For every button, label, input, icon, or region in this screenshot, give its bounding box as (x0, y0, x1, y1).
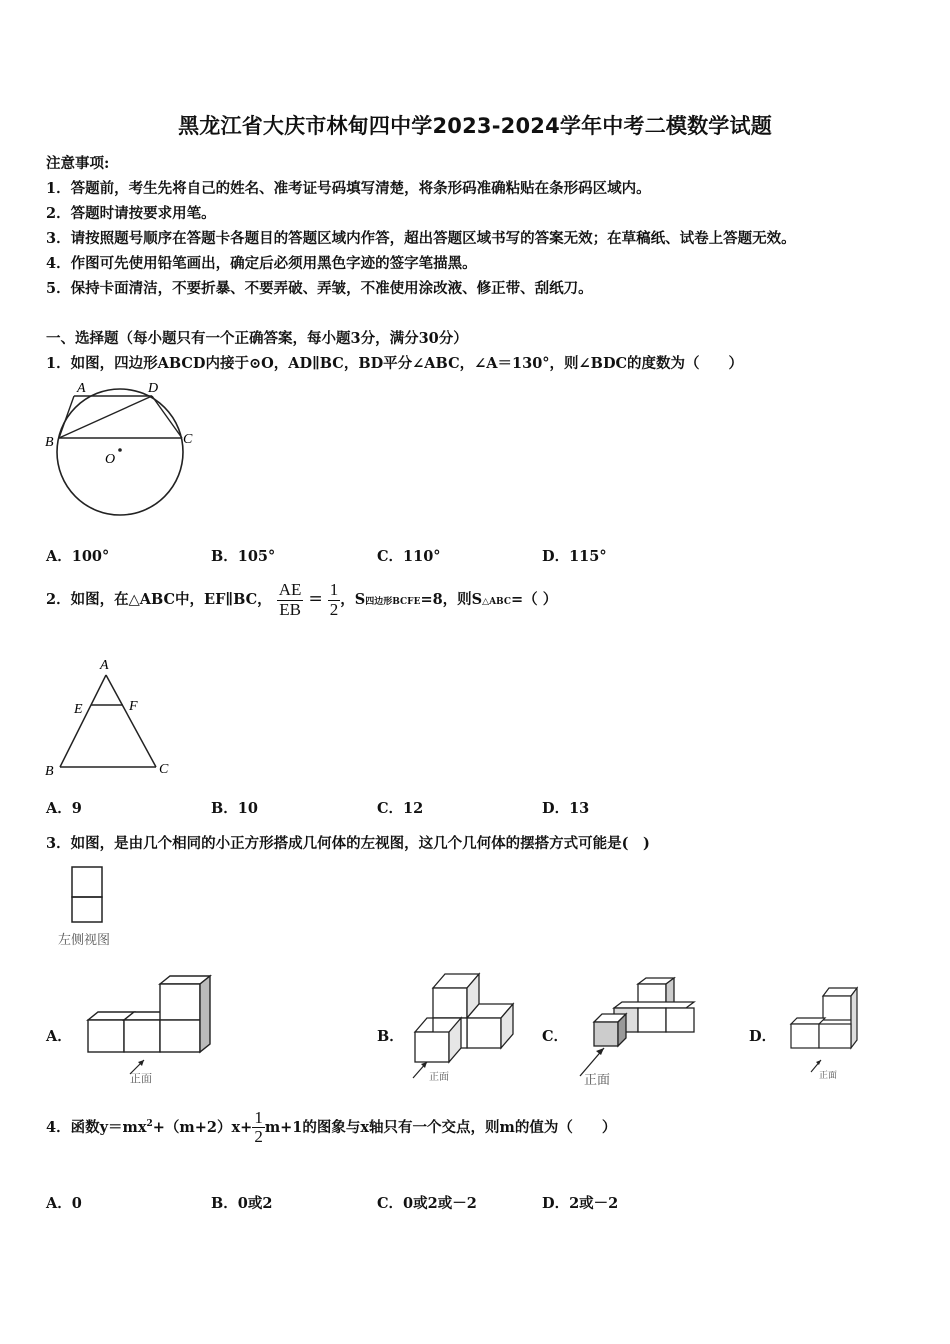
q3-option-d[interactable]: D． (749, 1028, 777, 1045)
q3-left-view-figure (54, 862, 134, 952)
note-item: 3．请按照题号顺序在答题卡各题目的答题区域内作答，超出答题区域书写的答案无效；在草稿纸、试卷上答题无效。 (46, 230, 796, 247)
q2-triangle-figure (40, 655, 190, 780)
q2-subscript-triangle: △ABC (482, 597, 511, 607)
equals-sign: = (308, 589, 323, 609)
q3-option-c[interactable]: C． (542, 1028, 569, 1045)
q2-prefix: 2．如图，在△ABC中，EF∥BC， (46, 591, 272, 608)
q1-circle-figure (40, 378, 210, 520)
page-title: 黑龙江省大庆市林甸四中学2023-2024学年中考二模数学试题 (178, 114, 772, 138)
q3-figure-d (785, 980, 870, 1085)
label-A: A (77, 381, 86, 396)
q3-figure-a (78, 972, 228, 1087)
q2-mid2: =8，则S (420, 591, 483, 608)
q2-suffix: =（ ） (511, 591, 558, 608)
q2-option-c[interactable]: C．12 (377, 800, 424, 817)
q4-fraction-half (252, 1109, 265, 1147)
q4-option-b[interactable]: B．0或2 (211, 1195, 273, 1212)
note-item: 5．保持卡面清洁，不要折暴、不要弄破、弄皱，不准使用涂改液、修正带、刮纸刀。 (46, 280, 593, 297)
q4-prefix: 4．函数y＝mx (46, 1118, 147, 1136)
question-2-text (46, 578, 557, 623)
q4-superscript: 2 (146, 1119, 153, 1129)
label-E: E (74, 702, 83, 717)
label-O: O (105, 452, 116, 467)
label-A: A (100, 658, 109, 673)
label-F: F (129, 699, 138, 714)
q4-suffix: m+1的图象与x轴只有一个交点，则m的值为（ ） (264, 1118, 617, 1136)
label-C: C (183, 432, 193, 447)
q4-option-a[interactable]: A．0 (46, 1195, 82, 1212)
q4-mid: +（m+2）x+ (152, 1118, 253, 1136)
frac-numerator: 1 (329, 579, 339, 599)
notes-heading: 注意事项: (46, 155, 110, 172)
question-1-text: 1．如图，四边形ABCD内接于⊙O，AD∥BC，BD平分∠ABC，∠A＝130°，则∠BDC的度数为（ ） (46, 355, 744, 372)
q1-option-a[interactable]: A．100° (46, 548, 110, 565)
q2-fraction-ae-eb (277, 581, 304, 619)
q3-option-a[interactable]: A． (46, 1028, 72, 1045)
front-caption: 正面 (584, 1073, 611, 1088)
q2-fraction-half (328, 581, 341, 619)
q2-option-a[interactable]: A．9 (46, 800, 82, 817)
q3-figure-c (572, 968, 712, 1090)
q2-mid: ，S (340, 591, 366, 608)
q1-option-c[interactable]: C．110° (377, 548, 441, 565)
label-C: C (159, 762, 169, 777)
front-caption: 正面 (819, 1071, 838, 1081)
q1-option-d[interactable]: D．115° (542, 548, 607, 565)
q4-option-d[interactable]: D．2或－2 (542, 1195, 619, 1212)
q2-option-d[interactable]: D．13 (542, 800, 590, 817)
frac-denominator: 2 (254, 1127, 263, 1147)
left-view-caption: 左侧视图 (58, 933, 111, 948)
q3-option-b[interactable]: B． (377, 1028, 404, 1045)
frac-denominator: 2 (329, 599, 339, 619)
label-B: B (45, 764, 54, 779)
section-heading: 一、选择题（每小题只有一个正确答案，每小题3分，满分30分） (46, 330, 468, 347)
note-item: 2．答题时请按要求用笔。 (46, 205, 216, 222)
frac-numerator: 1 (254, 1107, 263, 1127)
front-caption: 正面 (429, 1072, 449, 1083)
question-3-text: 3．如图，是由几个相同的小正方形搭成几何体的左视图，这几个几何体的摆搭方式可能是( ) (46, 835, 650, 852)
q2-subscript-quad: 四边形BCFE (365, 597, 421, 607)
frac-numerator: AE (278, 579, 302, 599)
frac-denominator: EB (279, 599, 301, 619)
note-item: 1．答题前，考生先将自己的姓名、准考证号码填写清楚，将条形码准确粘贴在条形码区域内。 (46, 180, 651, 197)
q1-option-b[interactable]: B．105° (211, 548, 276, 565)
question-4-text (46, 1104, 616, 1148)
label-B: B (45, 435, 54, 450)
note-item: 4．作图可先使用铅笔画出，确定后必须用黑色字迹的签字笔描黑。 (46, 255, 477, 272)
label-D: D (148, 381, 159, 396)
q4-option-c[interactable]: C．0或2或－2 (377, 1195, 477, 1212)
q3-figure-b (403, 968, 523, 1088)
front-caption: 正面 (130, 1072, 152, 1085)
q2-option-b[interactable]: B．10 (211, 800, 258, 817)
